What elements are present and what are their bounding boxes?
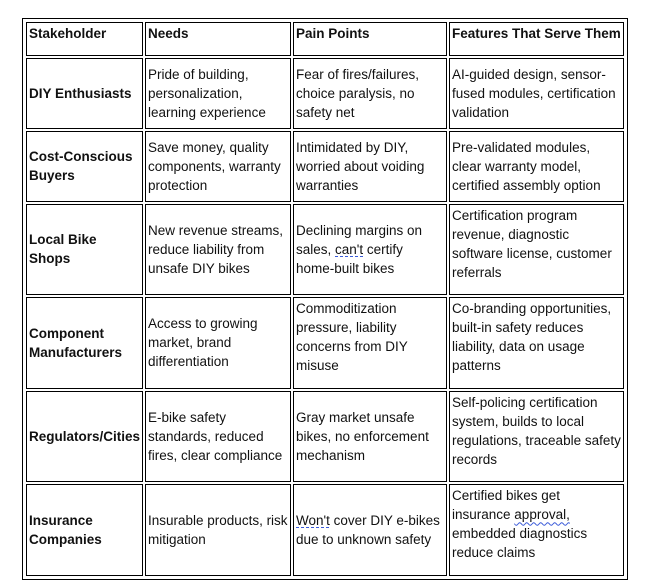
table-row [26, 58, 624, 129]
header-features: Features That Serve Them [449, 22, 624, 56]
grammar-marked-word[interactable]: approval, [514, 507, 570, 523]
features-cell: AI-guided design, sensor-fused modules, certification validation [449, 58, 624, 129]
needs-cell: Save money, quality components, warranty protection [145, 131, 291, 202]
spellcheck-marked-word[interactable]: can't [335, 241, 364, 257]
table-row [26, 484, 624, 576]
needs-cell: E-bike safety standards, reduced fires, clear compliance [145, 391, 291, 483]
features-cell: Self-policing certification system, builds to local regulations, traceable safety records [449, 391, 624, 483]
features-cell: Co-branding opportunities, built-in safety reduces liability, data on usage patterns [449, 297, 624, 389]
header-needs: Needs [145, 22, 291, 56]
pain-points-cell: Commoditization pressure, liability concerns from DIY misuse [293, 297, 447, 389]
pain-points-cell [293, 204, 447, 296]
pain-points-text: certify home-built bikes [296, 241, 403, 276]
pain-points-text: Declining margins on sales, [296, 222, 423, 257]
pain-points-cell: Gray market unsafe bikes, no enforcement mechanism [293, 391, 447, 483]
needs-cell: New revenue streams, reduce liability from unsafe DIY bikes [145, 204, 291, 296]
table-row [26, 297, 624, 389]
header-pain-points: Pain Points [293, 22, 447, 56]
stakeholder-cell: Local Bike Shops [26, 204, 143, 296]
stakeholder-cell: Component Manufacturers [26, 297, 143, 389]
pain-points-cell: Intimidated by DIY, worried about voiding warranties [293, 131, 447, 202]
features-cell [449, 484, 624, 576]
pain-points-cell: Fear of fires/failures, choice paralysis, no safety net [293, 58, 447, 129]
spellcheck-marked-word[interactable]: Won't [296, 513, 330, 529]
needs-cell: Insurable products, risk mitigation [145, 484, 291, 576]
table-row [26, 204, 624, 296]
features-cell: Certification program revenue, diagnostic software license, customer referrals [449, 204, 624, 296]
stakeholder-cell: DIY Enthusiasts [26, 58, 143, 129]
header-stakeholder: Stakeholder [26, 22, 143, 56]
features-text: Certified bikes get insurance [452, 488, 561, 523]
header-row [26, 22, 624, 56]
table-row [26, 391, 624, 483]
stakeholder-table-frame [22, 18, 628, 580]
features-text: embedded diagnostics reduce claims [452, 526, 588, 561]
stakeholder-cell: Cost-Conscious Buyers [26, 131, 143, 202]
table-row [26, 131, 624, 202]
pain-points-cell [293, 484, 447, 576]
needs-cell: Access to growing market, brand differentiation [145, 297, 291, 389]
needs-cell: Pride of building, personalization, learning experience [145, 58, 291, 129]
pain-points-text: cover DIY e-bikes due to unknown safety [296, 513, 440, 548]
stakeholder-cell: Regulators/Cities [26, 391, 143, 483]
features-cell: Pre-validated modules, clear warranty model, certified assembly option [449, 131, 624, 202]
stakeholder-table [24, 20, 626, 578]
stakeholder-cell: Insurance Companies [26, 484, 143, 576]
